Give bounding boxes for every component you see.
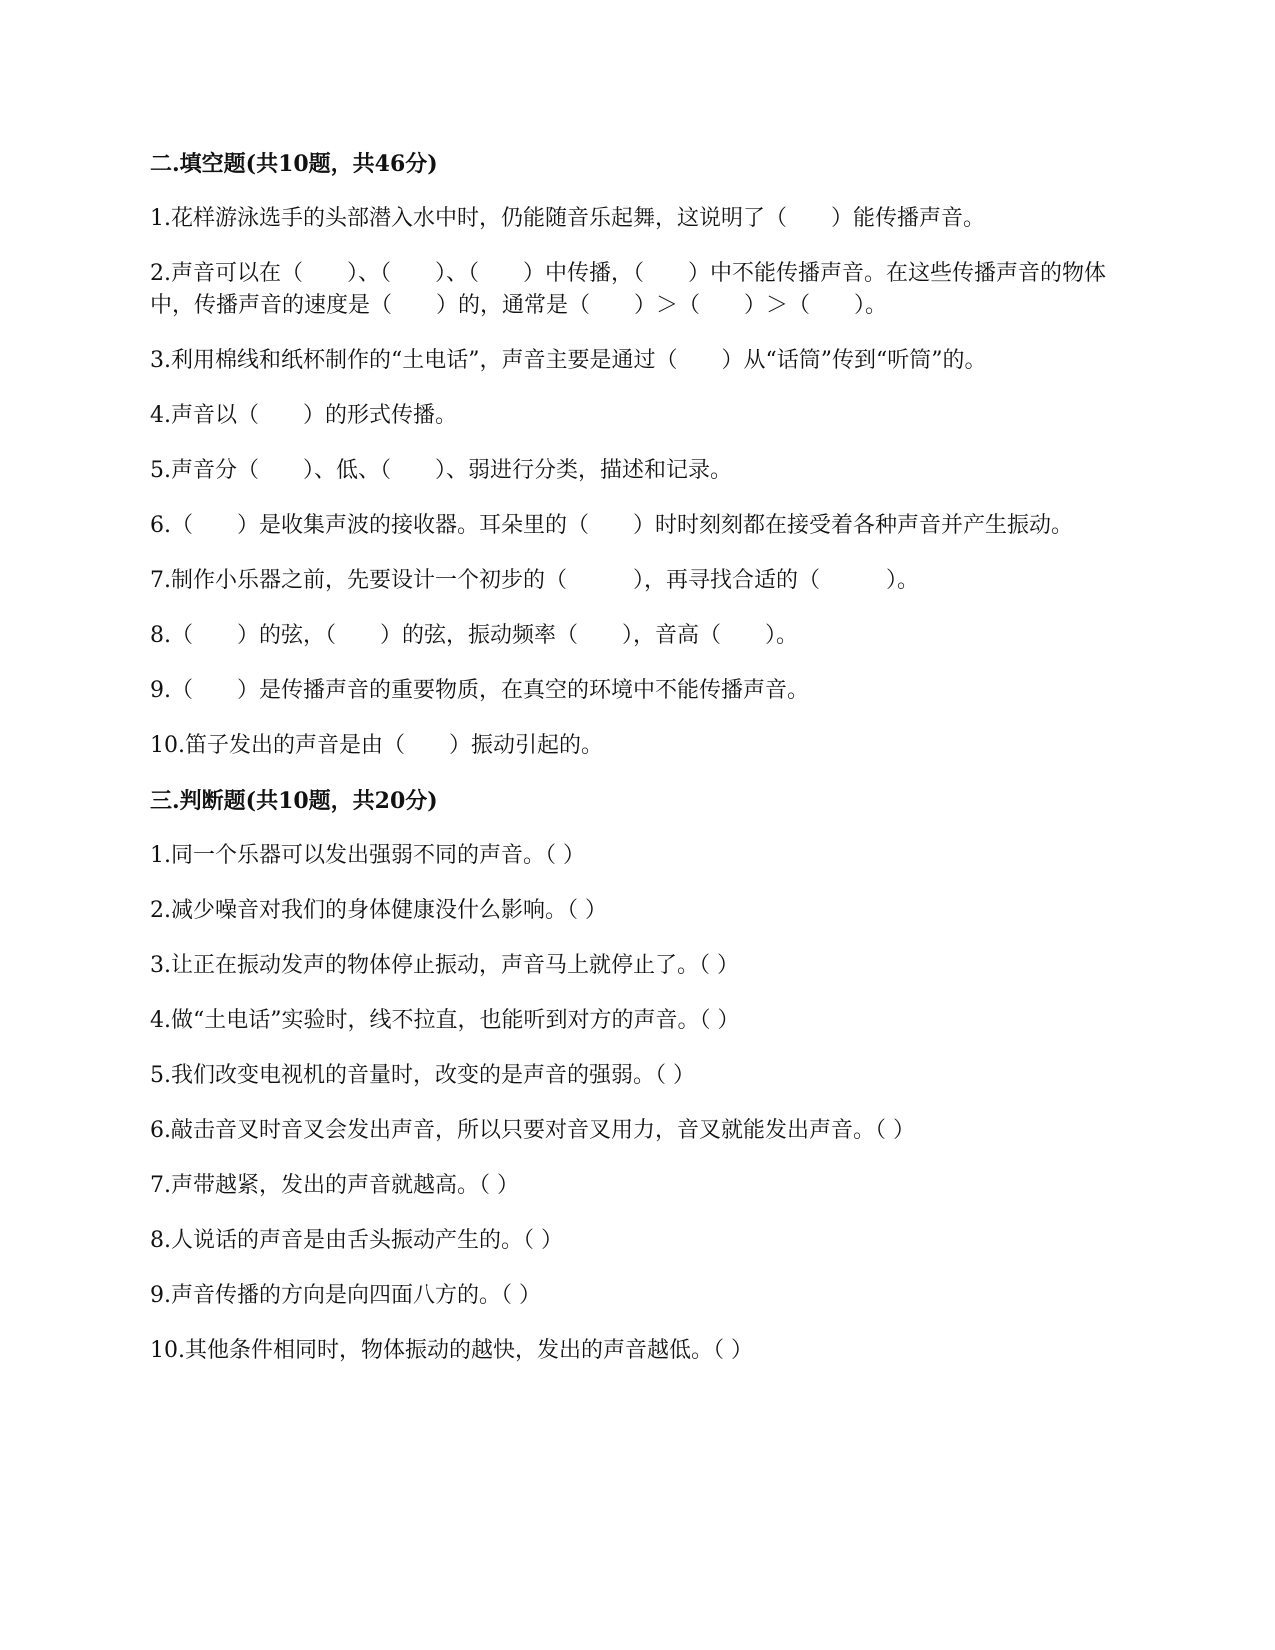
question-fill-9: 9.（ ）是传播声音的重要物质，在真空的环境中不能传播声音。	[150, 678, 809, 703]
question-judge-4: 4.做“土电话”实验时，线不拉直，也能听到对方的声音。（ ）	[150, 1008, 740, 1033]
section-title-true-false: 三.判断题(共10题，共20分)	[150, 788, 438, 814]
question-judge-9: 9.声音传播的方向是向四面八方的。（ ）	[150, 1283, 541, 1308]
question-fill-8: 8.（ ）的弦，（ ）的弦，振动频率（ ），音高（ ）。	[150, 623, 798, 648]
question-fill-1: 1.花样游泳选手的头部潜入水中时，仍能随音乐起舞，这说明了（ ）能传播声音。	[150, 206, 985, 231]
question-judge-10: 10.其他条件相同时，物体振动的越快，发出的声音越低。（ ）	[150, 1338, 753, 1363]
question-fill-3: 3.利用棉线和纸杯制作的“土电话”，声音主要是通过（ ）从“话筒”传到“听筒”的。	[150, 348, 987, 373]
question-judge-5: 5.我们改变电视机的音量时，改变的是声音的强弱。（ ）	[150, 1063, 695, 1088]
question-fill-5: 5.声音分（ ）、低、（ ）、弱进行分类，描述和记录。	[150, 458, 732, 483]
question-judge-1: 1.同一个乐器可以发出强弱不同的声音。（ ）	[150, 843, 585, 868]
section-title-fill-blank: 二.填空题(共10题，共46分)	[150, 151, 438, 177]
question-fill-2: 2.声音可以在（ ）、（ ）、（ ）中传播，（ ）中不能传播声音。在这些传播声音的物体中，传播声音的速度是（ ）的，通常是（ ）＞（ ）＞（ ）。	[150, 261, 1106, 318]
question-fill-6: 6.（ ）是收集声波的接收器。耳朵里的（ ）时时刻刻都在接受着各种声音并产生振动。	[150, 513, 1073, 538]
question-judge-2: 2.减少噪音对我们的身体健康没什么影响。（ ）	[150, 898, 607, 923]
question-judge-8: 8.人说话的声音是由舌头振动产生的。（ ）	[150, 1228, 563, 1253]
exam-page	[150, 148, 1130, 1367]
question-judge-6: 6.敲击音叉时音叉会发出声音，所以只要对音叉用力，音叉就能发出声音。（ ）	[150, 1118, 915, 1143]
question-judge-7: 7.声带越紧，发出的声音就越高。（ ）	[150, 1173, 519, 1198]
question-fill-7: 7.制作小乐器之前，先要设计一个初步的（ ），再寻找合适的（ ）。	[150, 568, 919, 593]
question-judge-3: 3.让正在振动发声的物体停止振动，声音马上就停止了。（ ）	[150, 953, 739, 978]
question-fill-4: 4.声音以（ ）的形式传播。	[150, 403, 457, 428]
question-fill-10: 10.笛子发出的声音是由（ ）振动引起的。	[150, 733, 603, 758]
